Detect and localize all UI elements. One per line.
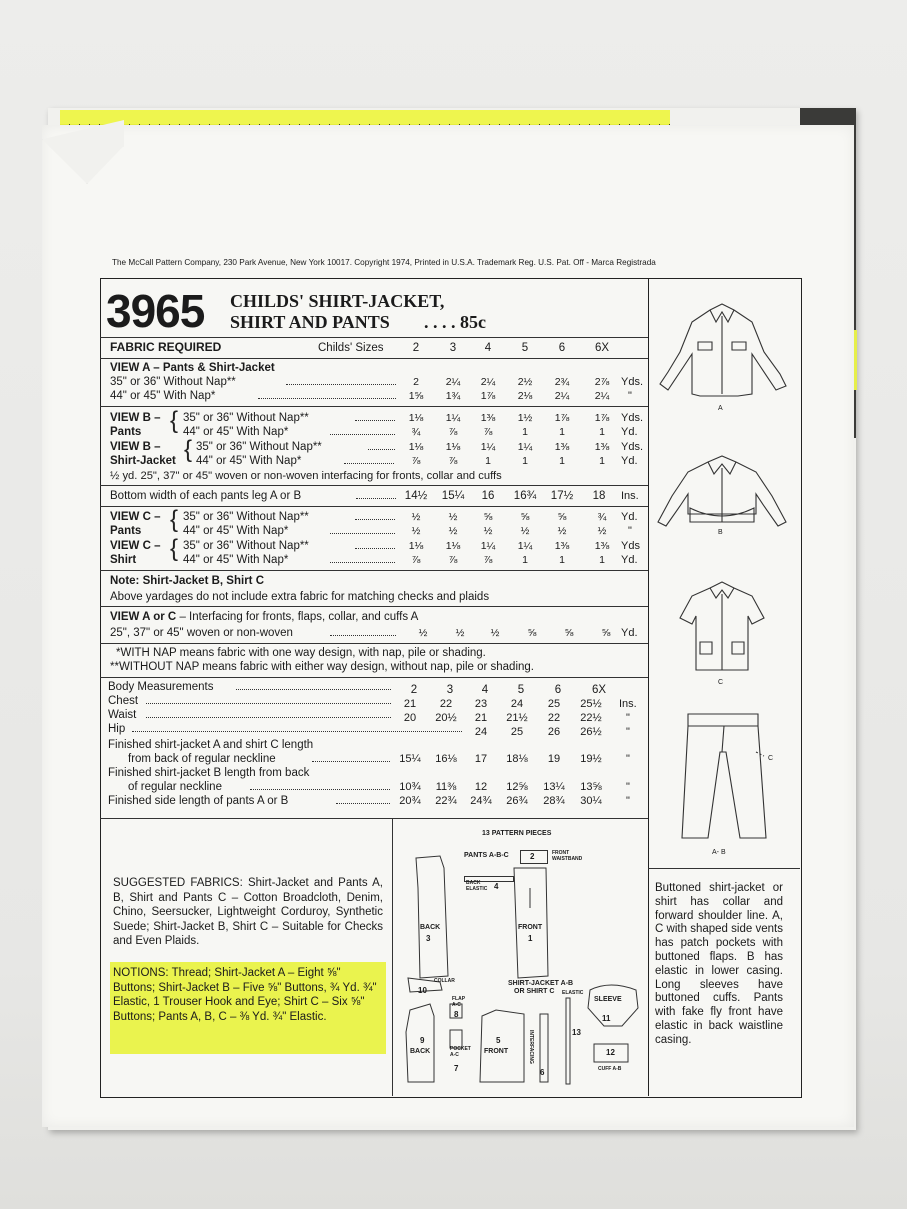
cell: 23 — [474, 698, 488, 710]
cell: 1 — [485, 455, 491, 467]
cell: 22 — [547, 712, 561, 724]
cell: 1 — [599, 554, 605, 566]
piece-10-label: COLLAR — [434, 978, 455, 984]
side-label: Finished side length of pants A or B — [108, 795, 289, 807]
cell: 19 — [547, 753, 561, 765]
viewB-jacket-sub: Shirt-Jacket — [110, 455, 176, 467]
cell: ⅝ — [527, 627, 537, 639]
cell: 19½ — [580, 753, 602, 765]
garment-illustrations — [652, 282, 798, 862]
shirt-pieces-heading2: OR SHIRT C — [514, 988, 555, 995]
ruler-strip — [60, 110, 670, 124]
viewC-pants-label: VIEW C – — [110, 511, 161, 523]
piece-8-number: 8 — [454, 1010, 459, 1019]
cell: 1⅜ — [594, 441, 610, 453]
cell: ½ — [490, 627, 500, 639]
leader-dots — [236, 689, 391, 690]
piece-13-elastic — [566, 998, 570, 1084]
cell: 20¾ — [399, 795, 421, 807]
garment-description: Buttoned shirt-jacket or shirt has collar and forward shoulder line. A, C with shaped side vents has patch pockets with buttoned flaps. B has elastic in lower casing. Long sleeves have buttoned cuffs. Pants with fake fly front have elastic in back waistline casing. — [655, 882, 783, 1046]
cell: 2½ — [517, 376, 533, 388]
cell: 15¼ — [399, 753, 421, 765]
cell: ½ — [520, 525, 530, 537]
size-header: 3 — [446, 684, 454, 696]
leader-dots — [368, 449, 395, 450]
piece-9-label: BACK — [410, 1048, 431, 1055]
cell: 1⅛ — [408, 540, 424, 552]
piece-7-label: POCKET A-C — [450, 1046, 471, 1058]
cell: 18 — [592, 490, 606, 502]
cell: ⅞ — [448, 554, 458, 566]
rule — [100, 570, 648, 571]
cell: 2¼ — [554, 390, 570, 402]
cell: 12 — [474, 781, 488, 793]
piece-4-label: BACK ELASTIC — [466, 880, 488, 892]
piece-12-label: CUFF A-B — [598, 1066, 622, 1072]
cell: ⅞ — [483, 426, 493, 438]
piece-1-front — [514, 868, 548, 978]
lenB-label1: Finished shirt-jacket B length from back — [108, 767, 310, 779]
unit: Yds — [621, 540, 640, 552]
row-label: 35" or 36" Without Nap** — [183, 412, 309, 424]
cell: 26 — [547, 726, 561, 738]
piece-8-label: FLAP A-C — [452, 996, 465, 1008]
row-label: 44" or 45" With Nap* — [196, 455, 302, 467]
piece-13-number: 13 — [572, 1028, 581, 1037]
cell: 17½ — [550, 490, 574, 502]
viewC-pants-sub: Pants — [110, 525, 142, 537]
pants-sketch — [682, 714, 766, 838]
unit: " — [626, 781, 630, 793]
cell: 14½ — [404, 490, 428, 502]
cell: 21 — [474, 712, 488, 724]
cell: ½ — [455, 627, 465, 639]
cell: 18⅛ — [506, 753, 528, 765]
cell: ¾ — [597, 511, 607, 523]
cell: 16¾ — [513, 490, 537, 502]
desc-rule — [648, 868, 800, 869]
cell: 16 — [481, 490, 495, 502]
cell: 1⅜ — [554, 540, 570, 552]
cell: ¾ — [411, 426, 421, 438]
unit: " — [628, 525, 632, 537]
cell: 1⅜ — [594, 540, 610, 552]
size-header: 6X — [594, 342, 610, 354]
view-label-c: C — [718, 679, 724, 686]
cell: 26½ — [580, 726, 602, 738]
cell: 1¾ — [445, 390, 461, 402]
rule — [100, 643, 648, 644]
viewC-shirt-sub: Shirt — [110, 554, 137, 566]
rule — [100, 677, 648, 678]
cell: ⅞ — [483, 554, 493, 566]
sizes-label: Childs' Sizes — [318, 342, 384, 354]
cell: ⅝ — [601, 627, 611, 639]
leader-dots — [286, 384, 396, 385]
piece-5-number: 5 — [496, 1036, 501, 1045]
cell: 17 — [474, 753, 488, 765]
cell: 1 — [522, 426, 528, 438]
leader-dots — [312, 761, 390, 762]
view-label-c-pants: C — [768, 755, 774, 762]
size-header: 5 — [521, 342, 529, 354]
leader-dots — [146, 703, 391, 704]
cell: 2⅛ — [517, 390, 533, 402]
leader-dots — [250, 789, 390, 790]
cell: 13⅝ — [580, 781, 602, 793]
unit: Ins. — [619, 698, 637, 710]
row-label: 35" or 36" Without Nap** — [183, 511, 309, 523]
waist-label: Waist — [108, 709, 137, 721]
leader-dots — [330, 562, 395, 563]
unit: " — [626, 753, 630, 765]
size-header: 3 — [449, 342, 457, 354]
cell: 2¼ — [594, 390, 610, 402]
leader-dots — [146, 717, 391, 718]
nap-note: *WITH NAP means fabric with one way design, with nap, pile or shading. — [116, 647, 486, 659]
cell: ⅞ — [411, 455, 421, 467]
leader-dots — [356, 498, 396, 499]
leader-dots — [330, 635, 396, 636]
brace: { — [170, 506, 179, 533]
size-header: 2 — [412, 342, 420, 354]
view-label-ab: A- B — [712, 849, 726, 856]
cell: 1 — [559, 455, 565, 467]
viewB-jacket-label: VIEW B – — [110, 441, 161, 453]
cell: 22¾ — [435, 795, 457, 807]
rule — [100, 818, 648, 819]
cell: 22 — [439, 698, 453, 710]
cell: 30¼ — [580, 795, 602, 807]
cell: 1¼ — [480, 540, 496, 552]
leader-dots — [344, 463, 394, 464]
cell: ⅞ — [411, 554, 421, 566]
size-header: 4 — [481, 684, 489, 696]
interfacing-note: ½ yd. 25", 37" or 45" woven or non-woven interfacing for fronts, collar and cuffs — [110, 470, 502, 482]
row-label: 44" or 45" With Nap* — [110, 390, 216, 402]
cell: ½ — [448, 525, 458, 537]
piece-5-label: FRONT — [484, 1048, 509, 1055]
copyright-line: The McCall Pattern Company, 230 Park Avenue, New York 10017. Copyright 1974, Printed in U.S.A. Trademark Reg. U.S. Pat. Off - Marca Registrada — [112, 258, 656, 267]
lenA-label1: Finished shirt-jacket A and shirt C length — [108, 739, 314, 751]
piece-6-number: 6 — [540, 1068, 545, 1077]
cell: 15¼ — [441, 490, 465, 502]
shirt-c-sketch — [680, 582, 764, 670]
piece-11-number: 11 — [602, 1014, 611, 1023]
size-header: 6 — [558, 342, 566, 354]
brace: { — [184, 436, 193, 463]
cell: 11⅜ — [435, 781, 457, 793]
pattern-title-line1: CHILDS' SHIRT-JACKET, — [230, 291, 445, 311]
cell: 16⅛ — [435, 753, 457, 765]
cell: 1 — [599, 455, 605, 467]
leader-dots — [355, 548, 395, 549]
size-header: 5 — [517, 684, 525, 696]
cell: 24 — [510, 698, 524, 710]
cell: 25½ — [580, 698, 602, 710]
lower-divider — [392, 818, 393, 1096]
piece-11-label: SLEEVE — [594, 996, 622, 1003]
pattern-title-line2: SHIRT AND PANTS — [230, 312, 390, 332]
piece-2-number: 2 — [530, 852, 535, 861]
cell: 21½ — [506, 712, 528, 724]
cell: 1 — [559, 426, 565, 438]
piece-2-label: FRONT WAISTBAND — [552, 850, 583, 862]
row-label: 44" or 45" With Nap* — [183, 426, 289, 438]
fabric-heading: FABRIC REQUIRED — [110, 340, 222, 354]
cell: 1⅞ — [554, 412, 570, 424]
row-label: 44" or 45" With Nap* — [183, 554, 289, 566]
view-label-a: A — [718, 405, 723, 412]
piece-3-number: 3 — [426, 934, 431, 943]
piece-5-front — [480, 1010, 524, 1082]
unit: " — [626, 712, 630, 724]
size-header: 2 — [410, 684, 418, 696]
piece-6-label: INTERFACING — [528, 1030, 534, 1064]
cell: 1⅛ — [445, 441, 461, 453]
viewB-pants-sub: Pants — [110, 426, 142, 438]
suggested-fabrics: SUGGESTED FABRICS: Shirt-Jacket and Pants A, B, Shirt and Pants C – Cotton Broadcloth, Denim, Chino, Seersucker, Lightweight Corduroy, Synthetic Suede; Shirt-Jacket B, Shirt C – Suitable for Checks and Even Plaids. — [113, 877, 383, 947]
cell: 1⅜ — [480, 412, 496, 424]
cell: 1 — [559, 554, 565, 566]
hip-label: Hip — [108, 723, 126, 735]
body-heading: Body Measurements — [108, 681, 214, 693]
unit: Yd. — [621, 426, 638, 438]
leader-dots — [336, 803, 390, 804]
brace: { — [170, 535, 179, 562]
lenA-label2: from back of regular neckline — [128, 753, 276, 765]
unit: " — [628, 390, 632, 402]
cell: 1⅜ — [554, 441, 570, 453]
cell: 1 — [522, 554, 528, 566]
jacket-a-sketch — [660, 304, 786, 396]
piece-11-sleeve — [588, 985, 638, 1026]
cell: 2 — [413, 376, 419, 388]
pattern-number: 3965 — [106, 285, 205, 337]
rule — [100, 406, 648, 407]
cell: 24¾ — [470, 795, 492, 807]
rule — [100, 606, 648, 607]
leader-dots — [355, 420, 395, 421]
viewB-pants-label: VIEW B – — [110, 412, 161, 424]
cell: 1¼ — [517, 441, 533, 453]
cell: 1⅛ — [408, 412, 424, 424]
piece-1-number: 1 — [528, 934, 533, 943]
piece-1-label: FRONT — [518, 924, 543, 931]
cell: 28¾ — [543, 795, 565, 807]
cell: 1¼ — [480, 441, 496, 453]
cell: 1¼ — [445, 412, 461, 424]
cell: ⅝ — [520, 511, 530, 523]
cell: ½ — [448, 511, 458, 523]
cell: ⅝ — [483, 511, 493, 523]
cell: 20½ — [435, 712, 457, 724]
cell: ⅝ — [564, 627, 574, 639]
rule — [100, 485, 648, 486]
cell: 1¼ — [517, 540, 533, 552]
rule — [100, 358, 648, 359]
cell: ⅞ — [448, 455, 458, 467]
cell: 12⅝ — [506, 781, 528, 793]
size-header: 6X — [591, 684, 607, 696]
unit: Yds. — [621, 412, 644, 424]
leader-dots — [355, 519, 395, 520]
unit: Ins. — [621, 490, 639, 502]
cell: ½ — [483, 525, 493, 537]
size-header: 6 — [554, 684, 562, 696]
bottom-width-label: Bottom width of each pants leg A or B — [110, 490, 302, 502]
cell: 1⅞ — [594, 412, 610, 424]
piece-3-label: BACK — [420, 924, 441, 931]
piece-12-number: 12 — [606, 1048, 615, 1057]
cell: 1⅞ — [480, 390, 496, 402]
unit: Yd. — [621, 455, 638, 467]
viewAC-heading: VIEW A or C – Interfacing for fronts, flaps, collar, and cuffs A — [110, 611, 419, 623]
cell: 20 — [403, 712, 417, 724]
piece-4-number: 4 — [494, 882, 499, 891]
unit: Yds. — [621, 441, 644, 453]
rule — [100, 506, 648, 507]
cell: 1⅛ — [445, 540, 461, 552]
cell: ⅞ — [448, 426, 458, 438]
cell: 22½ — [580, 712, 602, 724]
cell: 2¼ — [445, 376, 461, 388]
leader-dots — [330, 533, 395, 534]
row-label: 35" or 36" Without Nap** — [110, 376, 236, 388]
view-label-b: B — [718, 529, 723, 536]
piece-3-back — [416, 856, 448, 978]
lenB-label2: of regular neckline — [128, 781, 222, 793]
unit: " — [626, 795, 630, 807]
cell: ½ — [411, 511, 421, 523]
shirt-pieces-heading1: SHIRT-JACKET A-B — [508, 980, 574, 987]
pieces-heading: 13 PATTERN PIECES — [482, 830, 552, 837]
row-label: 35" or 36" Without Nap** — [196, 441, 322, 453]
piece-9-number: 9 — [420, 1036, 425, 1045]
piece-7-number: 7 — [454, 1064, 459, 1073]
unit: Yd. — [621, 511, 638, 523]
viewAC-label: 25", 37" or 45" woven or non-woven — [110, 627, 293, 639]
cell: 2¾ — [554, 376, 570, 388]
unit: Yds. — [621, 376, 644, 388]
cell: 1⅛ — [408, 441, 424, 453]
chest-label: Chest — [108, 695, 139, 707]
leader-dots — [132, 731, 462, 732]
unit: Yd. — [621, 627, 638, 639]
cell: ½ — [557, 525, 567, 537]
cell: 1 — [599, 426, 605, 438]
unit: Yd. — [621, 554, 638, 566]
cell: 21 — [403, 698, 417, 710]
cell: 1 — [522, 455, 528, 467]
cell: ½ — [418, 627, 428, 639]
cell: 2¼ — [480, 376, 496, 388]
rule — [100, 337, 648, 338]
cell: 25 — [510, 726, 524, 738]
pants-pieces-heading: PANTS A-B-C — [464, 852, 509, 859]
leader-dots — [258, 398, 396, 399]
cell: 24 — [474, 726, 488, 738]
cell: 1⅝ — [408, 390, 424, 402]
viewC-shirt-label: VIEW C – — [110, 540, 161, 552]
cell: 26¾ — [506, 795, 528, 807]
cell: ⅝ — [557, 511, 567, 523]
cell: ½ — [597, 525, 607, 537]
cell: 13¼ — [543, 781, 565, 793]
cell: 1½ — [517, 412, 533, 424]
cell: ½ — [411, 525, 421, 537]
notions-text: NOTIONS: Thread; Shirt-Jacket A – Eight ⅝" Buttons; Shirt-Jacket B – Five ⅝" Buttons, ¾ Yd. ¾" Elastic, 1 Trouser Hook and Eye; Shirt C – Six ⅝" Buttons; Pants A, B, C – ⅜ Yd. ¾" Elastic. — [113, 967, 377, 1023]
note-text: Above yardages do not include extra fabric for matching checks and plaids — [110, 591, 490, 603]
unit: " — [626, 726, 630, 738]
pattern-price: . . . . 85c — [424, 312, 486, 332]
leader-dots — [330, 434, 395, 435]
row-label: 35" or 36" Without Nap** — [183, 540, 309, 552]
viewA-heading: VIEW A – Pants & Shirt-Jacket — [110, 362, 275, 374]
row-label: 44" or 45" With Nap* — [183, 525, 289, 537]
cell: 10¾ — [399, 781, 421, 793]
jacket-b-sketch — [658, 456, 786, 526]
without-nap-note: **WITHOUT NAP means fabric with either way design, without nap, pile or shading. — [110, 661, 534, 673]
note-heading: Note: Shirt-Jacket B, Shirt C — [110, 575, 264, 587]
piece-13-label: ELASTIC — [562, 990, 584, 996]
brace: { — [170, 407, 179, 434]
size-header: 4 — [484, 342, 492, 354]
cell: 25 — [547, 698, 561, 710]
cell: 2⅞ — [594, 376, 610, 388]
piece-10-number: 10 — [418, 986, 427, 995]
